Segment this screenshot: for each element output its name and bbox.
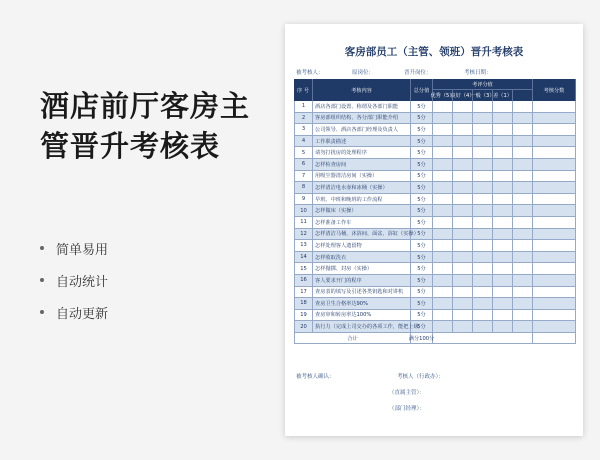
row-total-score: 5分 [411, 240, 433, 252]
row-total-score: 5分 [411, 298, 433, 310]
rating-cell [453, 136, 473, 148]
score-cell [533, 182, 576, 194]
score-cell [533, 101, 576, 113]
table-row [294, 182, 576, 194]
rating-cell [453, 101, 473, 113]
rating-cell [433, 171, 453, 183]
rating-cell [493, 182, 513, 194]
row-number: 1 [294, 101, 313, 113]
table-row [294, 113, 576, 125]
rating-cell [493, 310, 513, 322]
table-row [294, 124, 576, 136]
table-row [294, 240, 576, 252]
row-number: 16 [294, 275, 313, 287]
feature-item [40, 296, 108, 328]
score-cell [533, 171, 576, 183]
rating-cell [513, 147, 533, 159]
bullet-icon [40, 246, 44, 250]
rating-cell [473, 147, 493, 159]
row-total-score: 5分 [411, 275, 433, 287]
rating-cell [513, 310, 533, 322]
rating-cell [493, 159, 513, 171]
score-cell [533, 147, 576, 159]
table-total-row [294, 333, 576, 345]
total-value: 满分100分 [411, 333, 433, 345]
row-number: 15 [294, 263, 313, 275]
rating-cell [513, 101, 533, 113]
rating-cell [493, 217, 513, 229]
rating-cell [453, 171, 473, 183]
row-total-score: 5分 [411, 252, 433, 264]
rating-cell [513, 194, 533, 206]
row-content: 早班、中班和晚班的工作流程 [313, 194, 411, 206]
rating-cell [453, 310, 473, 322]
rating-cell [493, 275, 513, 287]
original-post-label: 原岗位： [352, 70, 375, 76]
rating-cell [473, 321, 493, 333]
rating-cell [513, 136, 533, 148]
rating-cell [493, 171, 513, 183]
rating-cell [433, 275, 453, 287]
date-label: 考核日期： [464, 70, 492, 76]
rating-cell [473, 194, 493, 206]
assessment-sheet-preview [285, 24, 583, 436]
rating-cell [473, 205, 493, 217]
rating-cell [473, 136, 493, 148]
score-cell [533, 252, 576, 264]
table-row [294, 205, 576, 217]
rating-cell [473, 217, 493, 229]
row-number: 14 [294, 252, 313, 264]
row-total-score: 5分 [411, 182, 433, 194]
rating-cell [433, 136, 453, 148]
rating-cell [433, 321, 453, 333]
direct-supervisor: （直属主管）： [389, 390, 425, 396]
row-total-score: 5分 [411, 171, 433, 183]
row-number: 20 [294, 321, 313, 333]
rating-cell [453, 147, 473, 159]
rating-cell [513, 113, 533, 125]
total-rating-cell [433, 333, 533, 345]
rating-cell [453, 194, 473, 206]
rating-cell [433, 217, 453, 229]
rating-cell [513, 321, 533, 333]
row-total-score: 5分 [411, 194, 433, 206]
rating-cell [513, 217, 533, 229]
score-cell [533, 298, 576, 310]
score-cell [533, 136, 576, 148]
row-content: 怎样检查房间 [313, 159, 411, 171]
rating-cell [473, 182, 493, 194]
promotion-post-label: 晋升岗位： [404, 70, 432, 76]
feature-item [40, 264, 108, 296]
feature-list [40, 232, 108, 328]
table-row [294, 310, 576, 322]
row-total-score: 5分 [411, 287, 433, 299]
row-content: 客房部组织结构、各分部门职能介绍 [313, 113, 411, 125]
row-number: 7 [294, 171, 313, 183]
rating-cell [433, 159, 453, 171]
rating-cell [493, 101, 513, 113]
rating-cell [433, 310, 453, 322]
row-total-score: 5分 [411, 217, 433, 229]
rating-cell [493, 194, 513, 206]
rating-cell [473, 287, 493, 299]
rating-cell [433, 182, 453, 194]
table-body [294, 101, 576, 333]
header-rating-group: 考评分值 [433, 79, 533, 90]
rating-cell [433, 205, 453, 217]
row-number: 2 [294, 113, 313, 125]
rating-cell [433, 229, 453, 241]
feature-label: 自动统计 [56, 274, 109, 290]
row-content: 怎样准备工作车 [313, 217, 411, 229]
rating-cell [433, 240, 453, 252]
row-number: 4 [294, 136, 313, 148]
row-number: 17 [294, 287, 313, 299]
row-content: 请勿打扰房的处理程序 [313, 147, 411, 159]
rating-cell [433, 252, 453, 264]
score-cell [533, 310, 576, 322]
row-total-score: 5分 [411, 147, 433, 159]
row-content: 怎样做床（实操） [313, 205, 411, 217]
rating-cell [493, 147, 513, 159]
rating-cell [493, 205, 513, 217]
row-number: 6 [294, 159, 313, 171]
assessor-admin: 考核人（行政办）： [397, 374, 444, 380]
row-total-score: 5分 [411, 101, 433, 113]
header-rating-poor: 差（1） [493, 90, 513, 101]
rating-cell [513, 275, 533, 287]
feature-label: 简单易用 [56, 242, 109, 258]
table-row [294, 252, 576, 264]
rating-cell [513, 252, 533, 264]
table-row [294, 263, 576, 275]
rating-cell [453, 182, 473, 194]
rating-cell [453, 159, 473, 171]
row-total-score: 5分 [411, 205, 433, 217]
rating-cell [433, 147, 453, 159]
header-rating-average: 一般（3） [473, 90, 493, 101]
table-header [294, 79, 576, 101]
row-content: 执行力（完成上司交办的各项工作，能把上级 [313, 321, 411, 333]
score-cell [533, 113, 576, 125]
rating-cell [473, 275, 493, 287]
table-row [294, 321, 576, 333]
row-content: 酒店各部门设置、称谓及各部门职能 [313, 101, 411, 113]
rating-cell [493, 229, 513, 241]
rating-cell [513, 240, 533, 252]
header-score: 考核分数 [533, 79, 576, 101]
rating-cell [453, 124, 473, 136]
rating-cell [473, 252, 493, 264]
table-row [294, 287, 576, 299]
rating-cell [453, 205, 473, 217]
row-total-score: 5分 [411, 310, 433, 322]
rating-cell [453, 275, 473, 287]
table-row [294, 217, 576, 229]
rating-cell [473, 229, 493, 241]
header-rating-good: 良好（4） [453, 90, 473, 101]
row-number: 12 [294, 229, 313, 241]
rating-cell [453, 252, 473, 264]
score-cell [533, 229, 576, 241]
row-total-score: 5分 [411, 113, 433, 125]
row-total-score: 5分 [411, 124, 433, 136]
row-number: 19 [294, 310, 313, 322]
rating-cell [453, 229, 473, 241]
rating-cell [433, 194, 453, 206]
rating-cell [513, 298, 533, 310]
dept-manager: （部门经理）： [389, 406, 425, 412]
rating-cell [433, 298, 453, 310]
row-content: 公司领导、酒店各部门经理及负责人 [313, 124, 411, 136]
rating-cell [433, 124, 453, 136]
rating-cell [453, 217, 473, 229]
rating-cell [513, 205, 533, 217]
row-content: 客人要求开门的程序 [313, 275, 411, 287]
table-row [294, 194, 576, 206]
table-row [294, 159, 576, 171]
rating-cell [473, 124, 493, 136]
score-cell [533, 275, 576, 287]
rating-cell [493, 252, 513, 264]
rating-cell [473, 159, 493, 171]
row-number: 5 [294, 147, 313, 159]
bullet-icon [40, 310, 44, 314]
table-row [294, 136, 576, 148]
row-total-score: 5分 [411, 321, 433, 333]
table-row [294, 298, 576, 310]
candidate-label: 被考核人： [296, 70, 324, 76]
row-total-score: 5分 [411, 263, 433, 275]
table-row [294, 275, 576, 287]
sheet-info-line [296, 68, 576, 78]
rating-cell [473, 101, 493, 113]
candidate-confirm: 被考核人确认： [296, 374, 335, 380]
row-content: 查房表的填写及引述各类钥匙和对讲机 [313, 287, 411, 299]
page-title [40, 86, 250, 166]
assessment-table [294, 79, 576, 344]
score-cell [533, 321, 576, 333]
rating-cell [493, 321, 513, 333]
score-cell [533, 263, 576, 275]
rating-cell [493, 136, 513, 148]
title-line-2: 管晋升考核表 [40, 129, 221, 163]
row-content: 用吸尘器清洁房间（实操） [313, 171, 411, 183]
row-content: 怎样抛掷、封房（实操） [313, 263, 411, 275]
rating-cell [473, 298, 493, 310]
rating-cell [513, 159, 533, 171]
score-cell [533, 194, 576, 206]
rating-cell [453, 113, 473, 125]
rating-cell [493, 124, 513, 136]
row-total-score: 5分 [411, 229, 433, 241]
rating-cell [493, 298, 513, 310]
score-cell [533, 240, 576, 252]
row-content: 怎样处理客人遗留物 [313, 240, 411, 252]
row-number: 8 [294, 182, 313, 194]
rating-cell [493, 240, 513, 252]
rating-cell [473, 171, 493, 183]
header-rating-excellent: 优秀（5） [433, 90, 453, 101]
row-content: 怎样清洁马桶、沐浴间、面盆、浴缸（实操） [313, 229, 411, 241]
score-cell [533, 287, 576, 299]
score-cell [533, 205, 576, 217]
score-cell [533, 217, 576, 229]
score-cell [533, 159, 576, 171]
rating-cell [513, 124, 533, 136]
bullet-icon [40, 278, 44, 282]
row-number: 10 [294, 205, 313, 217]
rating-cell [453, 287, 473, 299]
rating-cell [433, 287, 453, 299]
rating-cell [473, 310, 493, 322]
rating-cell [513, 263, 533, 275]
header-content: 考核内容 [313, 79, 411, 101]
feature-item [40, 232, 108, 264]
sheet-title: 客房部员工（主管、领班）晋升考核表 [344, 46, 524, 58]
row-number: 11 [294, 217, 313, 229]
table-row [294, 171, 576, 183]
rating-cell [433, 101, 453, 113]
rating-cell [513, 287, 533, 299]
header-no: 序 号 [294, 79, 313, 101]
row-total-score: 5分 [411, 136, 433, 148]
rating-cell [493, 287, 513, 299]
rating-cell [473, 240, 493, 252]
row-content: 怎样清洁电水壶和冰桶（实操） [313, 182, 411, 194]
rating-cell [493, 263, 513, 275]
total-label: 合计 [294, 333, 411, 345]
row-number: 13 [294, 240, 313, 252]
row-number: 18 [294, 298, 313, 310]
rating-cell [453, 263, 473, 275]
table-row [294, 147, 576, 159]
row-content: 查房审和转房率达100% [313, 310, 411, 322]
rating-cell [433, 113, 453, 125]
score-cell [533, 124, 576, 136]
rating-cell [473, 113, 493, 125]
table-row [294, 229, 576, 241]
feature-label: 自动更新 [56, 306, 109, 322]
rating-cell [513, 182, 533, 194]
rating-cell [513, 171, 533, 183]
header-total-score: 总分值 [411, 79, 433, 101]
header-rating-blank [513, 90, 533, 101]
row-total-score: 5分 [411, 159, 433, 171]
rating-cell [493, 113, 513, 125]
rating-cell [513, 229, 533, 241]
row-content: 查房卫生合格率达90% [313, 298, 411, 310]
rating-cell [473, 263, 493, 275]
title-line-1: 酒店前厅客房主 [40, 89, 251, 123]
row-number: 3 [294, 124, 313, 136]
rating-cell [433, 263, 453, 275]
row-content: 怎样收取洗衣 [313, 252, 411, 264]
table-row [294, 101, 576, 113]
rating-cell [453, 240, 473, 252]
rating-cell [453, 321, 473, 333]
row-content: 工作职责描述 [313, 136, 411, 148]
total-score-cell [533, 333, 576, 345]
rating-cell [453, 298, 473, 310]
row-number: 9 [294, 194, 313, 206]
